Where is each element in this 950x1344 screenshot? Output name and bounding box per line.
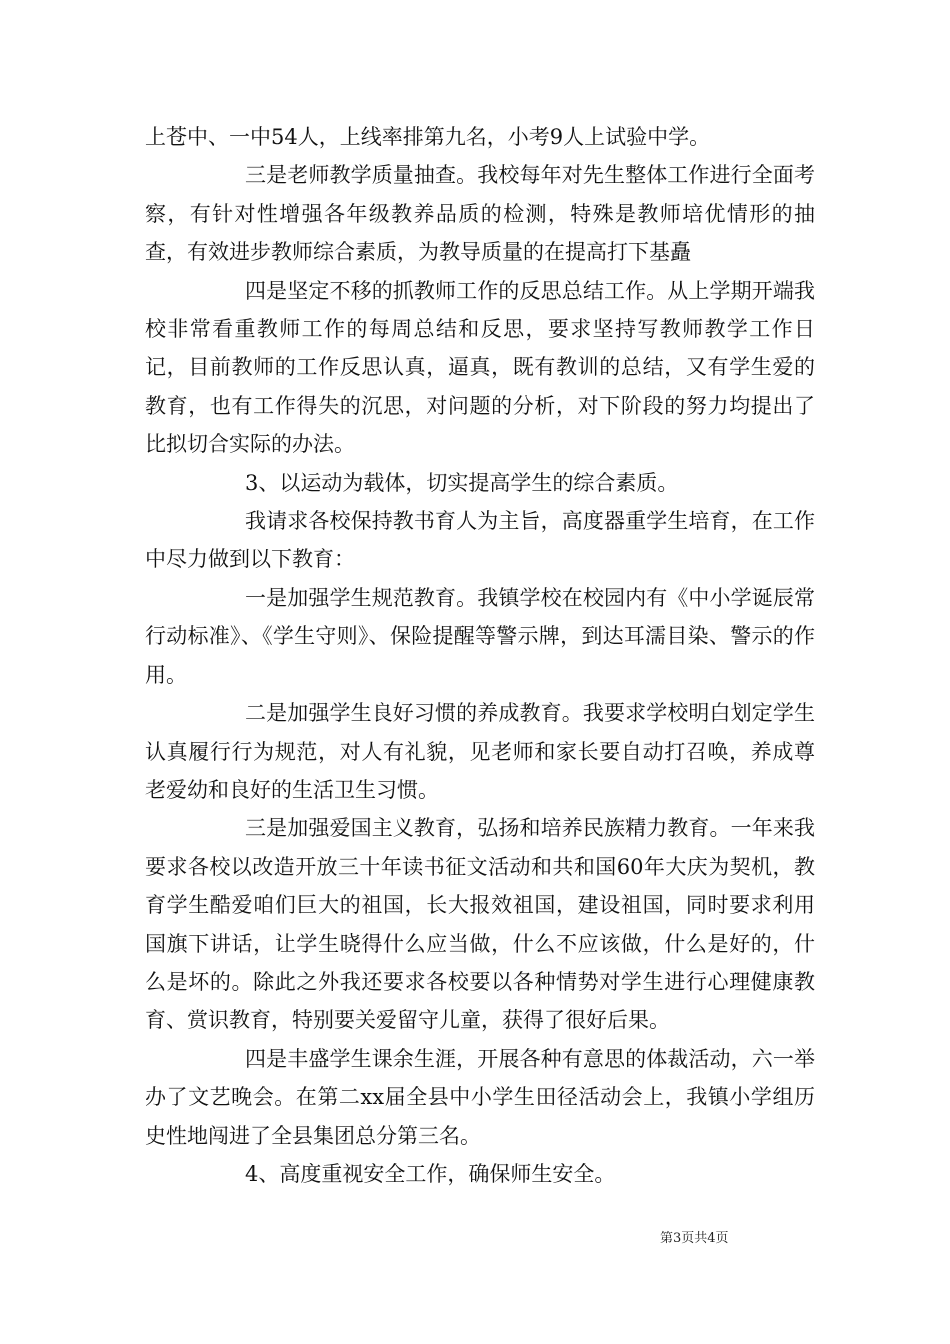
paragraph-3: 四是坚定不移的抓教师工作的反思总结工作。从上学期开端我校非常看重教师工作的每周总结和反思，要求坚持写教师教学工作日记，目前教师的工作反思认真，逼真，既有教训的总结，又有学生爱的教育，也有工作得失的沉思，对问题的分析，对下阶段的努力均提出了比拟切合实际的办法。 [145,278,815,457]
paragraph-1: 上苍中、一中54人，上线率排第九名，小考9人上试验中学。 [145,125,711,149]
document-body [145,118,815,1193]
section-heading-3: 3、以运动为载体，切实提高学生的综合素质。 [245,470,679,495]
page-number-footer: 第3页共4页 [660,1231,729,1246]
paragraph-6: 一是加强学生规范教育。我镇学校在校园内有《中小学诞辰常行动标准》、《学生守则》、保险提醒等警示牌，到达耳濡目染、警示的作用。 [145,585,815,687]
paragraph-9: 四是丰盛学生课余生涯，开展各种有意思的体裁活动，六一举办了文艺晚会。在第二xx届全县中小学生田径活动会上，我镇小学组历史性地闯进了全县集团总分第三名。 [145,1046,815,1148]
paragraph-7: 二是加强学生良好习惯的养成教育。我要求学校明白划定学生认真履行行为规范，对人有礼貌，见老师和家长要自动打召唤，养成尊老爱幼和良好的生活卫生习惯。 [145,701,815,802]
paragraph-2: 三是老师教学质量抽查。我校每年对先生整体工作进行全面考察，有针对性增强各年级教养品质的检测，特殊是教师培优情形的抽查，有效进步教师综合素质，为教导质量的在提高打下基矗 [145,163,815,265]
section-heading-4: 4、高度重视安全工作，确保师生安全。 [245,1161,616,1186]
paragraph-5: 我请求各校保持教书育人为主旨，高度器重学生培育，在工作中尽力做到以下教育： [145,509,815,572]
paragraph-8: 三是加强爱国主义教育，弘扬和培养民族精力教育。一年来我要求各校以改造开放三十年读书征文活动和共和国60年大庆为契机，教育学生酷爱咱们巨大的祖国，长大报效祖国，建设祖国，同时要求利用国旗下讲话，让学生晓得什么应当做，什么不应该做，什么是好的，什么是坏的。除此之外我还要求各校要以各种情势对学生进行心理健康教育、赏识教育，特别要关爱留守儿童，获得了很好后果。 [145,816,815,1033]
